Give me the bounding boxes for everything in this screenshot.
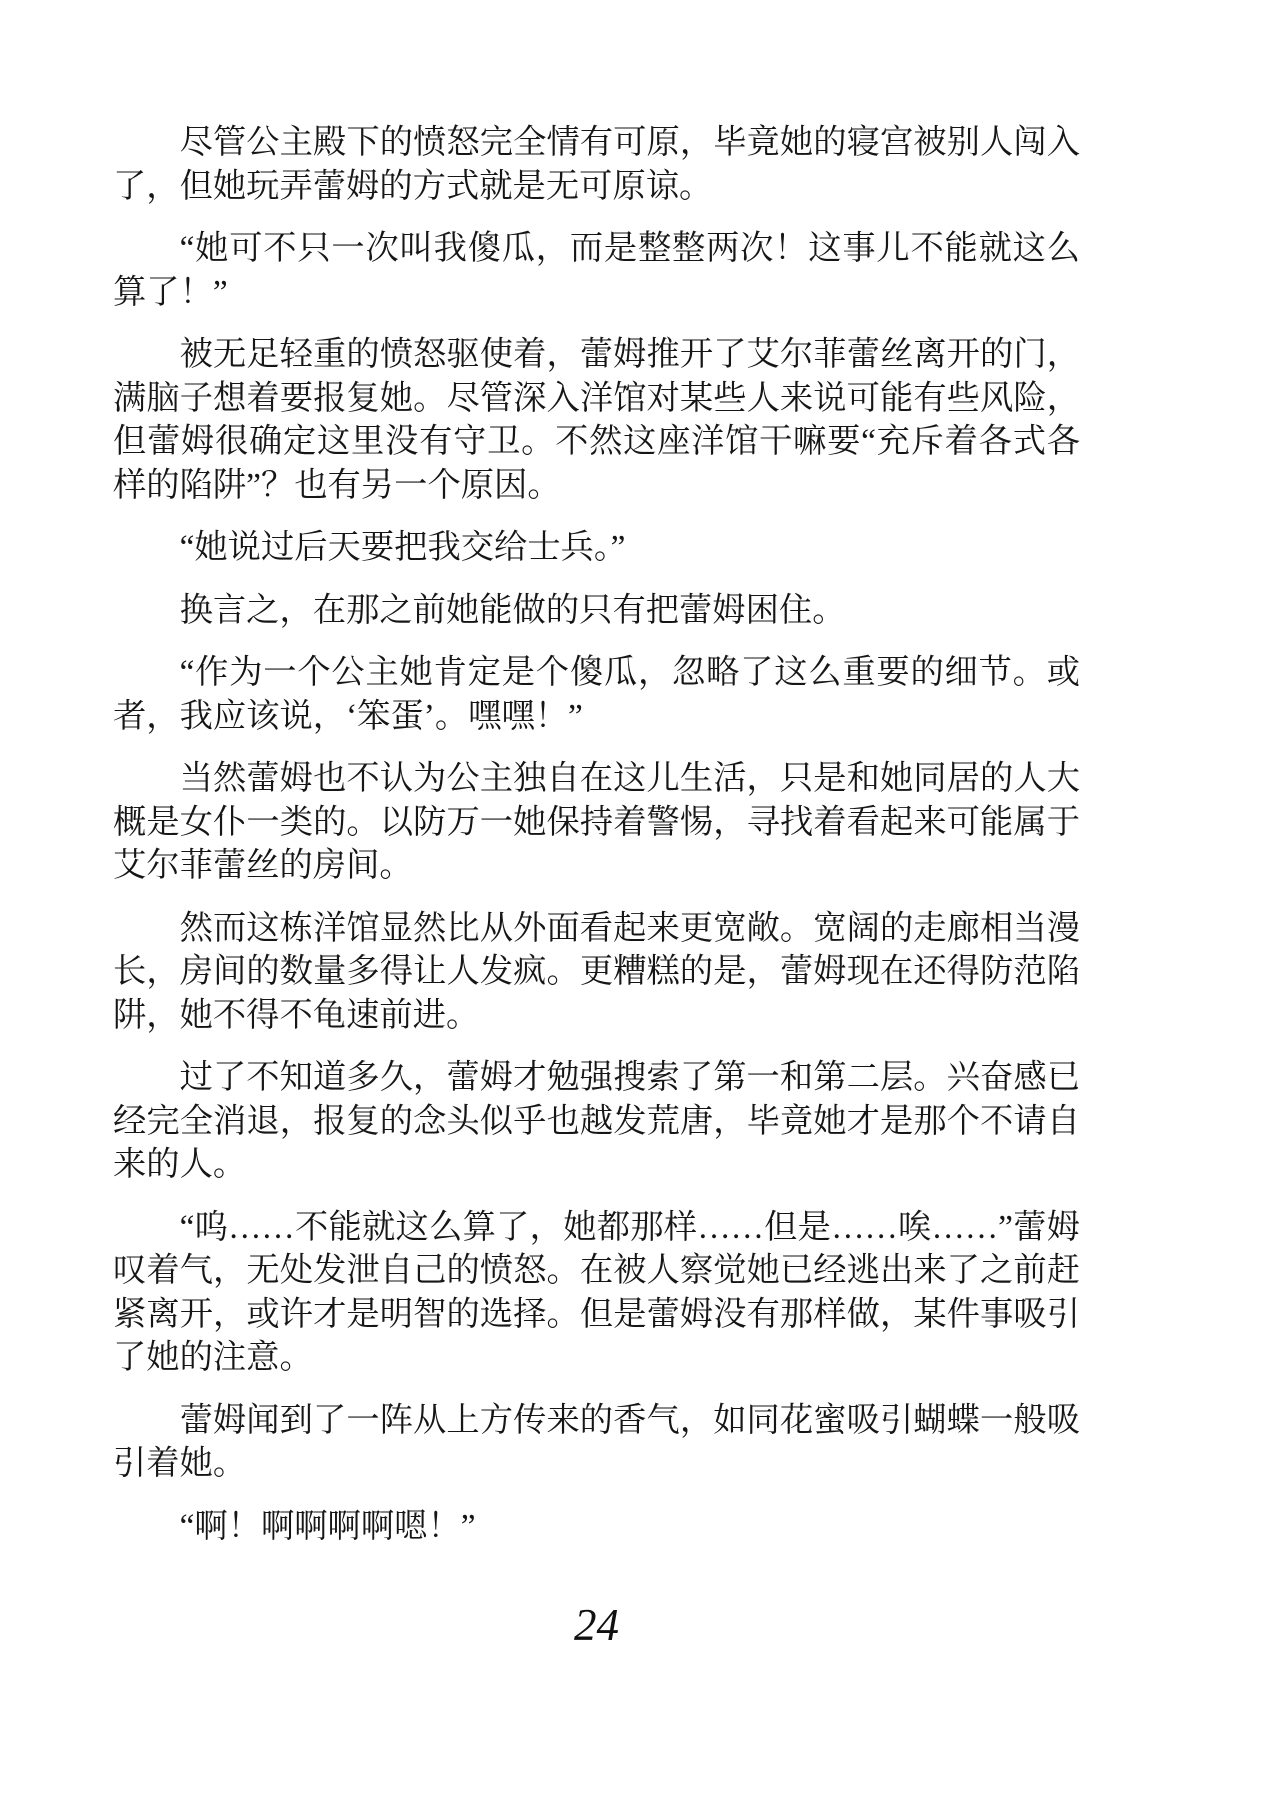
paragraph: “她可不只一次叫我傻瓜，而是整整两次！这事儿不能就这么算了！”: [113, 230, 1080, 311]
paragraph: 被无足轻重的愤怒驱使着，蕾姆推开了艾尔菲蕾丝离开的门，满脑子想着要报复她。尽管深入洋馆对某些人来说可能有些风险，但蕾姆很确定这里没有守卫。不然这座洋馆干嘛要“充斥着各式各样的陷阱”？也有另一个原因。: [113, 336, 1080, 504]
paragraph: “呜……不能就这么算了，她都那样……但是……唉……”蕾姆叹着气，无处发泄自己的愤怒。在被人察觉她已经逃出来了之前赶紧离开，或许才是明智的选择。但是蕾姆没有那样做，某件事吸引了她的注意。: [113, 1208, 1080, 1376]
paragraph: “作为一个公主她肯定是个傻瓜，忽略了这么重要的细节。或者，我应该说，‘笨蛋’。嘿嘿！”: [113, 654, 1080, 735]
paragraph: 过了不知道多久，蕾姆才勉强搜索了第一和第二层。兴奋感已经完全消退，报复的念头似乎也越发荒唐，毕竟她才是那个不请自来的人。: [113, 1059, 1080, 1183]
paragraph: “她说过后天要把我交给士兵。”: [179, 529, 626, 566]
page-number: 24: [574, 1600, 619, 1650]
paragraph: 然而这栋洋馆显然比从外面看起来更宽敞。宽阔的走廊相当漫长，房间的数量多得让人发疯。更糟糕的是，蕾姆现在还得防范陷阱，她不得不龟速前进。: [113, 909, 1080, 1034]
paragraph: 蕾姆闻到了一阵从上方传来的香气，如同花蜜吸引蝴蝶一般吸引着她。: [113, 1401, 1080, 1482]
paragraph: 换言之，在那之前她能做的只有把蕾姆困住。: [179, 591, 846, 629]
body-text: [113, 121, 1080, 1567]
paragraph: “啊！啊啊啊啊嗯！”: [179, 1507, 476, 1545]
paragraph: 当然蕾姆也不认为公主独自在这儿生活，只是和她同居的人大概是女仆一类的。以防万一她保持着警惕，寻找着看起来可能属于艾尔菲蕾丝的房间。: [113, 760, 1080, 884]
paragraph: 尽管公主殿下的愤怒完全情有可原，毕竟她的寝宫被别人闯入了，但她玩弄蕾姆的方式就是无可原谅。: [113, 124, 1080, 205]
